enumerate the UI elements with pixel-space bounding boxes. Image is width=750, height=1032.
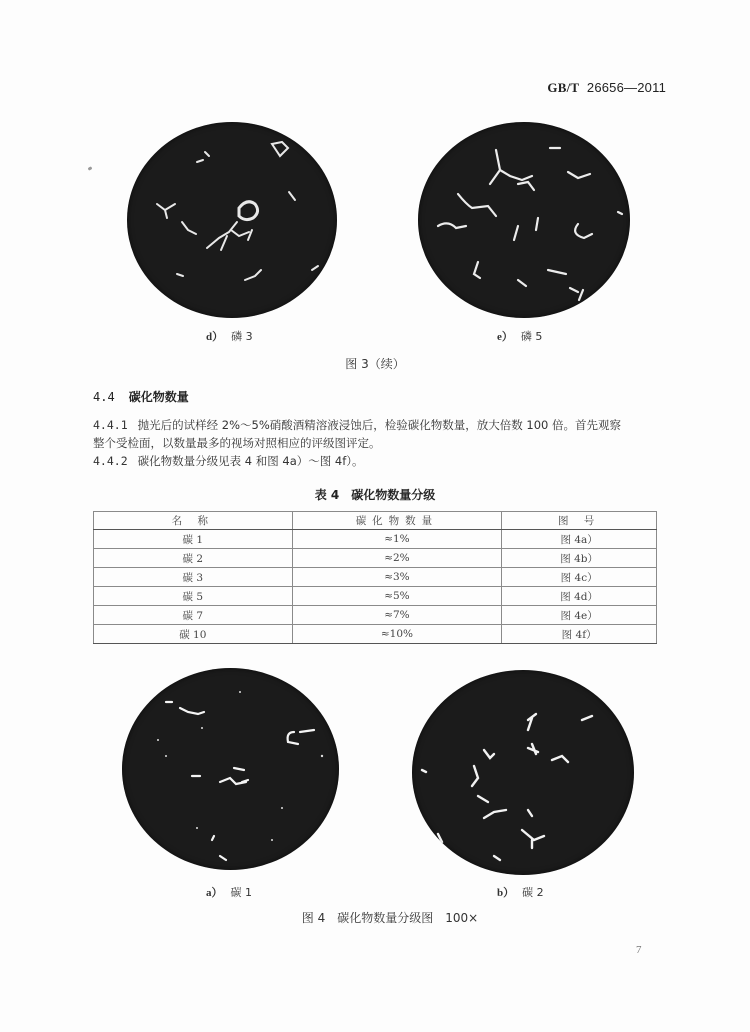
scan-speck bbox=[88, 166, 93, 171]
cell-quantity: ≈1% bbox=[292, 530, 502, 549]
paragraph-4-4-1 bbox=[93, 416, 663, 452]
panel-label: e） bbox=[497, 331, 513, 343]
panel-name: 碳 1 bbox=[230, 886, 252, 899]
cell-quantity: ≈5% bbox=[292, 587, 502, 606]
figure-panel-caption-b bbox=[497, 884, 544, 900]
section-heading bbox=[93, 388, 189, 405]
cell-figure: 图 4c） bbox=[502, 568, 657, 587]
figure-panel-caption-e bbox=[497, 328, 542, 344]
cell-figure: 图 4a） bbox=[502, 530, 657, 549]
panel-label: a） bbox=[206, 887, 223, 899]
table-row bbox=[94, 587, 657, 606]
paragraph-4-4-2 bbox=[93, 452, 663, 470]
micrograph-carbide-1 bbox=[122, 668, 339, 870]
table-row bbox=[94, 568, 657, 587]
carbide-grading-table bbox=[93, 511, 657, 644]
section-number: 4.4 bbox=[93, 390, 115, 404]
clause-text: 碳化物数量分级见表 4 和图 4a）～图 4f）。 bbox=[137, 454, 364, 468]
table-header-row bbox=[94, 512, 657, 530]
cell-name: 碳 10 bbox=[94, 625, 293, 644]
clause-number: 4.4.1 bbox=[93, 418, 128, 432]
standard-number: 26656—2011 bbox=[586, 80, 666, 95]
table-row bbox=[94, 606, 657, 625]
cell-figure: 图 4e） bbox=[502, 606, 657, 625]
cell-name: 碳 7 bbox=[94, 606, 293, 625]
figure-3-title: 图 3（续） bbox=[345, 357, 405, 371]
cell-quantity: ≈2% bbox=[292, 549, 502, 568]
cell-figure: 图 4d） bbox=[502, 587, 657, 606]
panel-name: 磷 3 bbox=[231, 330, 253, 343]
cell-figure: 图 4b） bbox=[502, 549, 657, 568]
cell-name: 碳 5 bbox=[94, 587, 293, 606]
standard-prefix: GB/T bbox=[547, 80, 580, 95]
micrograph-image bbox=[412, 670, 634, 875]
figure-panel-caption-a bbox=[206, 884, 252, 900]
micrograph-carbide-2 bbox=[412, 670, 634, 875]
column-header-quantity: 碳化物数量 bbox=[292, 512, 502, 530]
micrograph-phosphorus-3 bbox=[127, 122, 337, 318]
table-row bbox=[94, 625, 657, 644]
table-row bbox=[94, 549, 657, 568]
figure-4-title: 图 4 碳化物数量分级图 100× bbox=[301, 911, 479, 925]
column-header-name: 名 称 bbox=[94, 512, 293, 530]
column-header-figure: 图 号 bbox=[502, 512, 657, 530]
micrograph-image bbox=[122, 668, 339, 870]
cell-quantity: ≈10% bbox=[292, 625, 502, 644]
cell-name: 碳 1 bbox=[94, 530, 293, 549]
micrograph-image bbox=[127, 122, 337, 318]
panel-label: b） bbox=[497, 887, 515, 899]
cell-figure: 图 4f） bbox=[502, 625, 657, 644]
figure-panel-caption-d bbox=[206, 328, 253, 344]
micrograph-image bbox=[418, 122, 630, 318]
page-number: 7 bbox=[636, 944, 642, 956]
panel-name: 磷 5 bbox=[520, 330, 543, 343]
section-title: 碳化物数量 bbox=[128, 390, 189, 404]
standard-code bbox=[520, 80, 666, 96]
cell-name: 碳 2 bbox=[94, 549, 293, 568]
clause-text-continued: 整个受检面，以数量最多的视场对照相应的评级图评定。 bbox=[93, 436, 381, 450]
table-row bbox=[94, 530, 657, 549]
panel-label: d） bbox=[206, 331, 224, 343]
table-4-title: 表 4 碳化物数量分级 bbox=[314, 488, 436, 502]
panel-name: 碳 2 bbox=[522, 886, 544, 899]
cell-quantity: ≈7% bbox=[292, 606, 502, 625]
clause-text: 抛光后的试样经 2%～5%硝酸酒精溶液浸蚀后，检验碳化物数量，放大倍数 100 倍。首先观察 bbox=[137, 418, 622, 432]
cell-name: 碳 3 bbox=[94, 568, 293, 587]
clause-number: 4.4.2 bbox=[93, 454, 128, 468]
cell-quantity: ≈3% bbox=[292, 568, 502, 587]
micrograph-phosphorus-5 bbox=[418, 122, 630, 318]
